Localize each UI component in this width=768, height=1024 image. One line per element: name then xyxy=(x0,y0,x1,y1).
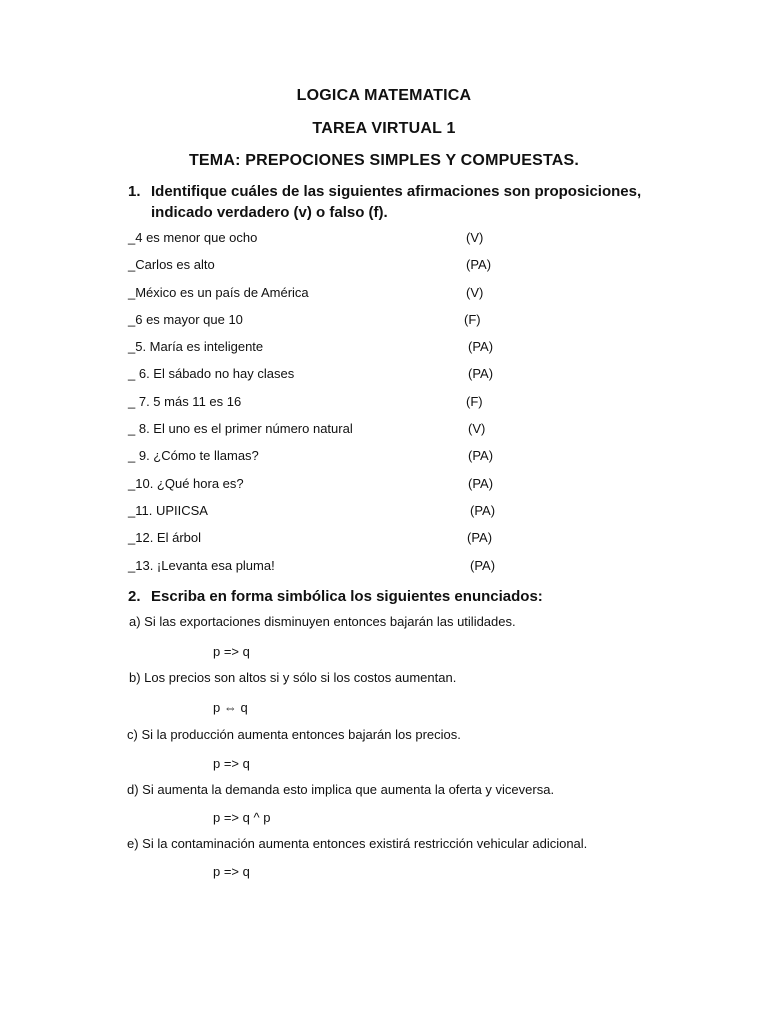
answer: (PA) xyxy=(468,448,494,464)
statement: _ 8. El uno es el primer número natural xyxy=(128,421,353,437)
statement: _13. ¡Levanta esa pluma! xyxy=(128,557,275,573)
statement: _ 7. 5 más 11 es 16 xyxy=(128,393,242,409)
answer: (F) xyxy=(464,311,481,327)
document-topic: TEMA: PREPOCIONES SIMPLES Y COMPUESTAS. xyxy=(188,152,580,169)
list-item xyxy=(128,255,548,282)
list-item xyxy=(128,228,548,255)
statement: _Carlos es alto xyxy=(128,257,215,273)
document-subtitle: TAREA VIRTUAL 1 xyxy=(312,120,456,137)
answer: (F) xyxy=(466,393,483,409)
statement: d) Si aumenta la demanda esto implica que aumenta la oferta y viceversa. xyxy=(127,782,555,797)
answer: (V) xyxy=(466,284,484,300)
list-item xyxy=(128,392,548,419)
formula: p => q ^ p xyxy=(213,810,271,825)
list-item xyxy=(128,283,548,310)
formula: p => q xyxy=(213,756,250,771)
answer: (PA) xyxy=(468,475,494,491)
question-1-list xyxy=(128,228,548,583)
question-1-text: Identifique cuáles de las siguientes afirmaciones son proposiciones, indicado verdadero (v) o falso (f). xyxy=(151,183,642,221)
question-1-number: 1. xyxy=(128,183,141,200)
answer: (PA) xyxy=(470,502,496,518)
formula: p => q xyxy=(213,864,250,879)
list-item xyxy=(128,337,548,364)
question-2-text: Escriba en forma simbólica los siguientes enunciados: xyxy=(151,588,543,605)
formula: p ⇔ q xyxy=(213,700,248,715)
list-item xyxy=(128,474,548,501)
list-item xyxy=(128,419,548,446)
answer: (V) xyxy=(466,230,484,245)
question-1-heading xyxy=(128,181,648,223)
statement: _ 9. ¿Cómo te llamas? xyxy=(128,448,259,464)
statement: _11. UPIICSA xyxy=(128,502,208,518)
document-title: LOGICA MATEMATICA xyxy=(296,87,472,104)
statement: c) Si la producción aumenta entonces bajarán los precios. xyxy=(127,727,461,742)
statement: _10. ¿Qué hora es? xyxy=(128,475,244,491)
answer: (PA) xyxy=(466,257,492,273)
list-item xyxy=(128,310,548,337)
statement: _5. María es inteligente xyxy=(128,339,264,355)
list-item xyxy=(128,364,548,391)
statement: e) Si la contaminación aumenta entonces existirá restricción vehicular adicional. xyxy=(127,836,588,851)
list-item xyxy=(128,556,548,583)
statement: _México es un país de América xyxy=(128,284,309,300)
statement: b) Los precios son altos si y sólo si los costos aumentan. xyxy=(129,670,457,685)
statement: a) Si las exportaciones disminuyen entonces bajarán las utilidades. xyxy=(129,614,516,629)
answer: (PA) xyxy=(468,339,494,355)
list-item xyxy=(128,501,548,528)
question-2-number: 2. xyxy=(128,588,141,605)
answer: (V) xyxy=(468,421,486,437)
list-item xyxy=(128,528,548,555)
answer: (PA) xyxy=(470,557,496,573)
statement: _4 es menor que ocho xyxy=(128,230,258,245)
statement: _12. El árbol xyxy=(128,530,201,546)
statement: _ 6. El sábado no hay clases xyxy=(128,366,295,382)
question-2-heading xyxy=(128,586,648,607)
answer: (PA) xyxy=(467,530,493,546)
answer: (PA) xyxy=(468,366,494,382)
formula: p => q xyxy=(213,644,250,659)
list-item xyxy=(128,446,548,473)
statement: _6 es mayor que 10 xyxy=(128,311,243,327)
